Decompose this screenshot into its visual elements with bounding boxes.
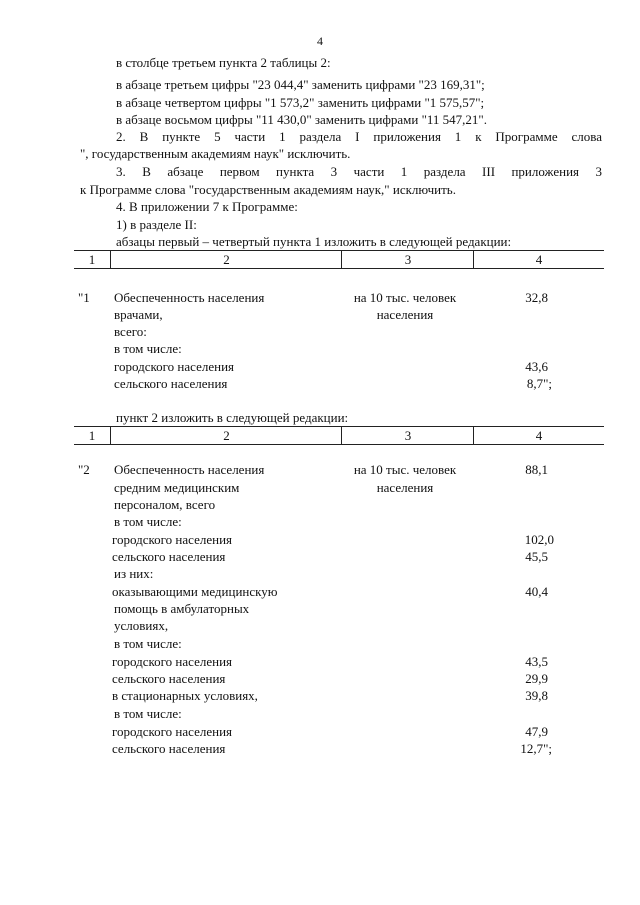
table2-desc: городского населения [112,654,233,669]
point2-intro: пункт 2 изложить в следующей редакции: [116,410,349,425]
table2-desc: сельского населения [112,741,226,756]
table1-desc: Обеспеченность населения [114,290,265,305]
table2-desc: Обеспеченность населения [114,462,265,477]
table2-value-amb-urban: 43,5 [525,654,548,669]
table1-desc: сельского населения [114,376,228,391]
table2-desc: в стационарных условиях, [112,688,258,703]
table2-desc: сельского населения [112,671,226,686]
intro-line: в абзаце восьмом цифры "11 430,0" заменить цифрами "11 547,21". [116,112,487,127]
table2-unit: на 10 тыс. человек [353,462,457,477]
table2-desc: условиях, [114,618,169,633]
table2-value-total: 88,1 [525,462,548,477]
item3-line2: к Программе слова "государственным академиям наук," исключить. [80,182,456,197]
table2-desc: сельского населения [112,549,226,564]
col-header-1: 1 [88,428,96,443]
item2-line1: 2. В пункте 5 части 1 раздела I приложения 1 к Программе слова [116,129,602,144]
table2-value-urban: 102,0 [524,532,554,547]
table1-desc: всего: [114,324,147,339]
table2-value-inp-rural: 12,7"; [520,741,552,756]
item4-line3: абзацы первый – четвертый пункта 1 изложить в следующей редакции: [116,234,512,249]
table2-desc: из них: [114,566,154,581]
item2-line2: ", государственным академиям наук" исключить. [80,146,351,161]
table2-desc: помощь в амбулаторных [114,601,250,616]
item3-line1: 3. В абзаце первом пункта 3 части 1 раздела III приложения 3 [116,164,602,179]
table1-value-rural: 8,7"; [526,376,552,391]
intro-line: в столбце третьем пункта 2 таблицы 2: [116,55,331,70]
table2-value-amb-rural: 29,9 [525,671,548,686]
table1-header-row [74,250,604,269]
table2-unit: населения [376,480,434,495]
table2-desc: средним медицинским [114,480,240,495]
col-header-4: 4 [473,427,604,444]
table2-value-rural: 45,5 [525,549,548,564]
table2-value-ambulatory: 40,4 [525,584,548,599]
table1-desc: городского населения [114,359,235,374]
col-header-4: 4 [473,251,604,268]
col-header-2: 2 [110,251,342,268]
table1-desc: врачами, [114,307,163,322]
table2-desc: в том числе: [114,706,182,721]
table2-desc: персоналом, всего [114,497,216,512]
table2-row-number: "2 [78,462,90,477]
col-header-1: 1 [88,252,96,267]
item4-line2: 1) в разделе II: [116,217,197,232]
table2-desc: оказывающими медицинскую [112,584,278,599]
item4-line1: 4. В приложении 7 к Программе: [116,199,298,214]
intro-line: в абзаце четвертом цифры "1 573,2" заменить цифрами "1 575,57"; [116,95,485,110]
table1-value-total: 32,8 [525,290,548,305]
col-header-3: 3 [341,251,474,268]
table1-row-number: "1 [78,290,90,305]
table2-desc: городского населения [112,724,233,739]
table2-desc: в том числе: [114,636,182,651]
page-number: 4 [317,34,323,48]
table1-value-urban: 43,6 [525,359,548,374]
table1-unit: населения [376,307,434,322]
col-header-3: 3 [341,427,474,444]
table1-unit: на 10 тыс. человек [353,290,457,305]
intro-line: в абзаце третьем цифры "23 044,4" заменить цифрами "23 169,31"; [116,77,485,92]
table2-desc: в том числе: [114,514,182,529]
table2-header-row [74,426,604,445]
col-header-2: 2 [110,427,342,444]
table1-desc: в том числе: [114,341,182,356]
table2-value-inpatient: 39,8 [525,688,548,703]
table2-value-inp-urban: 47,9 [525,724,548,739]
table2-desc: городского населения [112,532,233,547]
